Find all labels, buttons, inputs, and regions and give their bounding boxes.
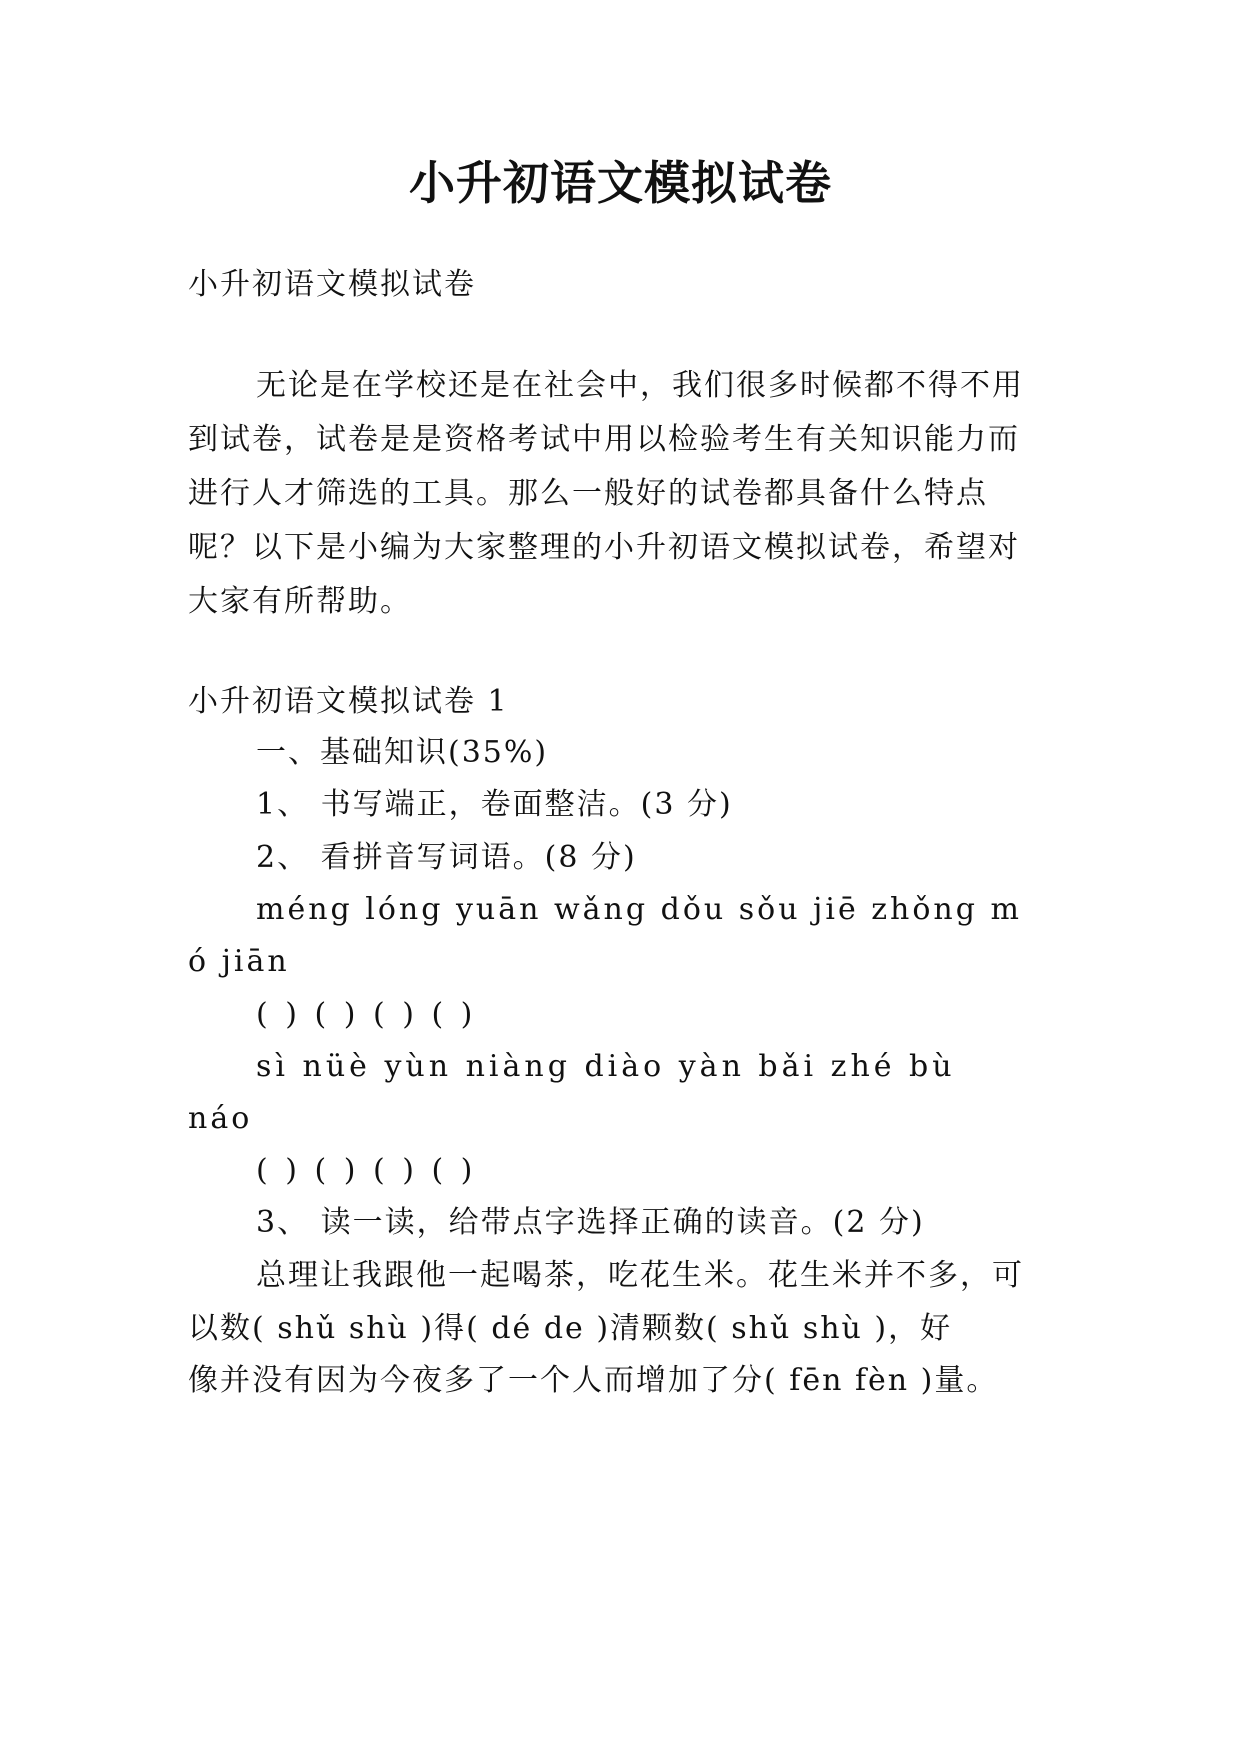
pinyin-row-2: sì nüè yùn niàng diào yàn bǎi zhé bù [256,1049,956,1084]
answer-blanks-1: ( ) ( ) ( ) ( ) [256,997,477,1032]
passage-line-3: 像并没有因为今夜多了一个人而增加了分( fēn fèn )量。 [188,1363,999,1398]
document-title: 小升初语文模拟试卷 [409,156,832,210]
intro-line-5: 大家有所帮助。 [188,584,412,619]
pinyin-row-1: méng lóng yuān wǎng dǒu sǒu jiē zhǒng m [256,892,1022,927]
part-one-heading: 一、基础知识(35%) [256,735,549,770]
passage-line-2: 以数( shǔ shù )得( dé de )清颗数( shǔ shù )，好 [188,1311,953,1346]
pinyin-row-2-cont: náo [188,1101,253,1136]
pinyin-row-1-cont: ó jiān [188,944,290,979]
passage-line-1: 总理让我跟他一起喝茶，吃花生米。花生米并不多，可 [256,1258,1024,1293]
section-heading: 小升初语文模拟试卷 1 [188,684,509,719]
intro-line-3: 进行人才筛选的工具。那么一般好的试卷都具备什么特点 [188,476,988,511]
intro-line-1: 无论是在学校还是在社会中，我们很多时候都不得不用 [256,368,1024,403]
question-2: 2、 看拼音写词语。(8 分) [256,840,637,875]
intro-line-4: 呢？以下是小编为大家整理的小升初语文模拟试卷，希望对 [188,530,1020,565]
question-1: 1、 书写端正，卷面整洁。(3 分) [256,787,733,822]
intro-line-2: 到试卷，试卷是是资格考试中用以检验考生有关知识能力而 [188,422,1020,457]
question-3: 3、 读一读，给带点字选择正确的读音。(2 分) [256,1205,925,1240]
answer-blanks-2: ( ) ( ) ( ) ( ) [256,1153,477,1188]
subtitle: 小升初语文模拟试卷 [188,267,476,302]
